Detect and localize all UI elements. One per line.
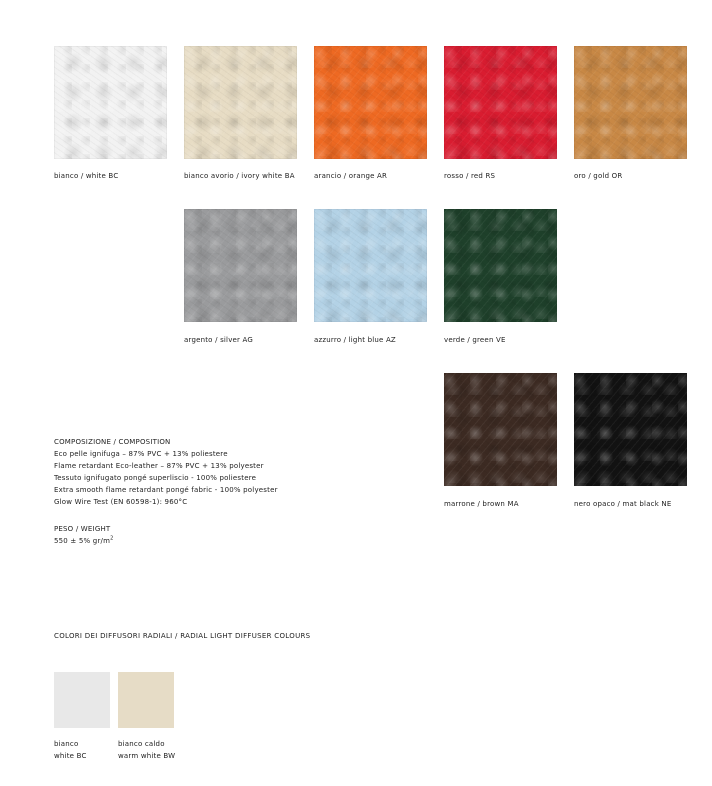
diffuser-swatch-white[interactable]: [54, 672, 110, 728]
swatch-label-green: verde / green VE: [444, 336, 506, 344]
swatch-label-gold: oro / gold OR: [574, 172, 623, 180]
swatch-green[interactable]: [444, 209, 557, 322]
swatch-label-white: bianco / white BC: [54, 172, 119, 180]
swatch-light-blue[interactable]: [314, 209, 427, 322]
composition-line: Tessuto ignifugato pongé superliscio - 100% poliestere: [54, 474, 257, 482]
swatch-white[interactable]: [54, 46, 167, 159]
weight-title: PESO / WEIGHT: [54, 525, 111, 533]
weight-value: 550 ± 5% gr/m: [54, 537, 111, 545]
swatch-red[interactable]: [444, 46, 557, 159]
weight-unit-exponent: 2: [110, 535, 114, 542]
composition-block: [54, 436, 278, 508]
swatch-ivory-white[interactable]: [184, 46, 297, 159]
diffuser-label-en: white BC: [54, 752, 87, 760]
weight-block: [54, 523, 114, 547]
diffuser-label-warm-white: [118, 738, 175, 762]
diffuser-label-it: bianco: [54, 740, 79, 748]
composition-title: COMPOSIZIONE / COMPOSITION: [54, 438, 171, 446]
diffuser-label-it: bianco caldo: [118, 740, 165, 748]
diffuser-colours-title: COLORI DEI DIFFUSORI RADIALI / RADIAL LIGHT DIFFUSER COLOURS: [54, 632, 311, 640]
weight-value-line: [54, 535, 114, 547]
swatch-orange[interactable]: [314, 46, 427, 159]
diffuser-swatch-warm-white[interactable]: [118, 672, 174, 728]
diffuser-label-white: [54, 738, 87, 762]
swatch-label-orange: arancio / orange AR: [314, 172, 388, 180]
swatch-gold[interactable]: [574, 46, 687, 159]
swatch-label-silver: argento / silver AG: [184, 336, 254, 344]
swatch-label-red: rosso / red RS: [444, 172, 496, 180]
composition-line: Extra smooth flame retardant pongé fabric - 100% polyester: [54, 486, 278, 494]
swatch-brown[interactable]: [444, 373, 557, 486]
composition-line: Eco pelle ignifuga – 87% PVC + 13% poliestere: [54, 450, 228, 458]
swatch-mat-black[interactable]: [574, 373, 687, 486]
swatch-silver[interactable]: [184, 209, 297, 322]
diffuser-label-en: warm white BW: [118, 752, 176, 760]
swatch-label-mat-black: nero opaco / mat black NE: [574, 500, 672, 508]
composition-line: Glow Wire Test (EN 60598-1): 960°C: [54, 498, 188, 506]
swatch-label-ivory-white: bianco avorio / ivory white BA: [184, 172, 295, 180]
swatch-label-brown: marrone / brown MA: [444, 500, 519, 508]
composition-line: Flame retardant Eco-leather – 87% PVC + 13% polyester: [54, 462, 264, 470]
swatch-label-light-blue: azzurro / light blue AZ: [314, 336, 396, 344]
